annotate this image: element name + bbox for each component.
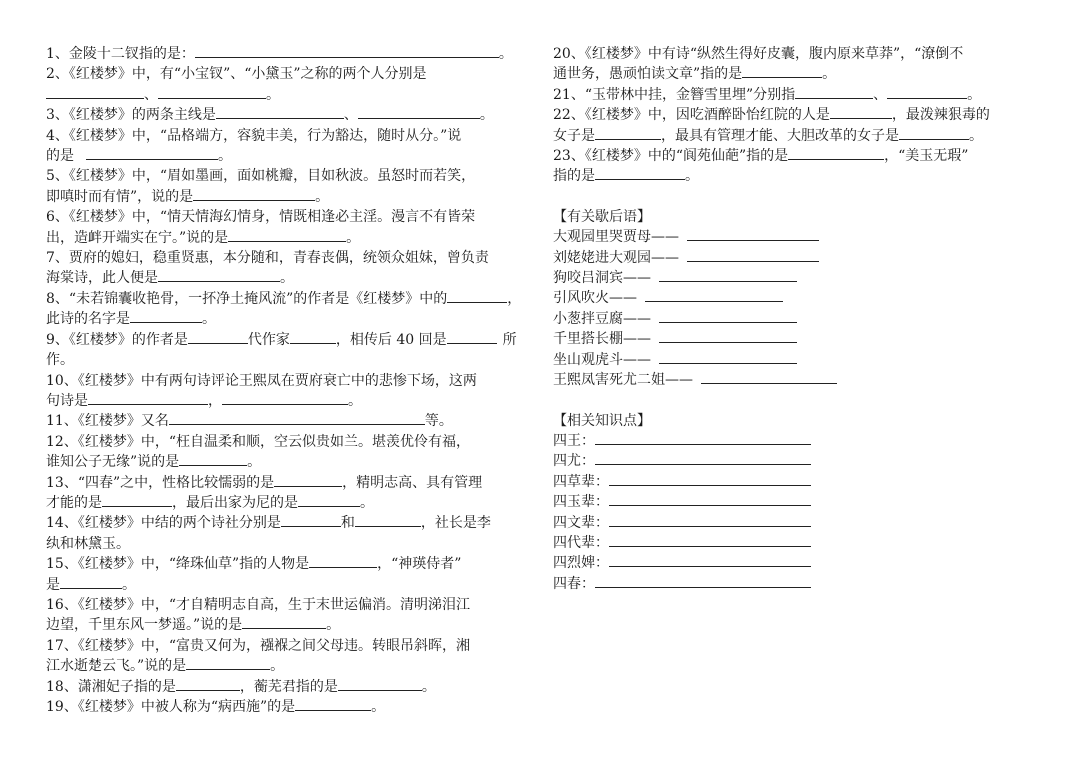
question-5 [46, 166, 534, 207]
answer-blank[interactable] [222, 391, 348, 405]
answer-blank[interactable] [830, 105, 892, 119]
punct: 等。 [424, 413, 453, 430]
punct: 。 [122, 576, 136, 593]
answer-blank[interactable] [216, 105, 344, 119]
question-15 [46, 554, 534, 595]
answer-blank[interactable] [60, 575, 122, 589]
punct: ， [208, 392, 222, 409]
answer-blank[interactable] [176, 677, 240, 691]
question-text: 即嗔时而有情”，说的是 [46, 188, 194, 205]
answer-blank[interactable] [788, 146, 884, 160]
answer-blank[interactable] [595, 166, 685, 180]
xiehouyu-prompt: 千里搭长棚—— [553, 331, 651, 348]
answer-blank[interactable] [338, 677, 422, 691]
answer-blank[interactable] [795, 85, 873, 99]
answer-blank[interactable] [687, 248, 819, 262]
answer-blank[interactable] [659, 309, 797, 323]
question-text: 3、《红楼梦》的两条主线是 [46, 107, 216, 124]
answer-blank[interactable] [86, 146, 218, 160]
answer-blank[interactable] [274, 473, 342, 487]
knowledge-item [553, 574, 1043, 594]
answer-blank[interactable] [609, 472, 811, 486]
question-text: 此诗的名字是 [46, 311, 130, 328]
punct: 。 [822, 66, 837, 83]
question-1 [46, 44, 534, 64]
question-text: 出，造衅开端实在宁。”说的是 [46, 229, 229, 246]
xiehouyu-item [553, 309, 1043, 329]
question-text: 9、《红楼梦》的作者是 [46, 331, 188, 348]
answer-blank[interactable] [130, 309, 202, 323]
answer-blank[interactable] [46, 85, 144, 99]
question-text: ，蘅芜君指的是 [239, 678, 338, 695]
question-text: 的是 [46, 148, 74, 165]
answer-blank[interactable] [158, 85, 266, 99]
knowledge-section-title: 【相关知识点】 [553, 412, 651, 429]
xiehouyu-item [553, 268, 1043, 288]
answer-blank[interactable] [609, 492, 811, 506]
xiehouyu-section-title: 【有关歇后语】 [553, 208, 651, 225]
punct: 。 [360, 494, 374, 511]
punct: 。 [967, 86, 982, 103]
question-3 [46, 105, 534, 125]
punct: 。 [685, 168, 699, 185]
question-text: ，最具有管理才能、大胆改革的女子是 [661, 127, 899, 144]
xiehouyu-list [553, 227, 1043, 390]
knowledge-item [553, 451, 1043, 471]
knowledge-item [553, 431, 1043, 451]
question-8 [46, 289, 534, 330]
punct: 。 [266, 86, 280, 103]
question-6 [46, 207, 534, 248]
question-text: 1、金陵十二钗指的是： [46, 46, 195, 62]
question-text: 12、《红楼梦》中，“枉自温柔和顺，空云似贵如兰。堪羡优伶有福， [46, 433, 470, 450]
question-text: 19、《红楼梦》中被人称为“病西施”的是 [46, 699, 296, 715]
answer-blank[interactable] [609, 533, 811, 547]
question-18 [46, 677, 534, 697]
answer-blank[interactable] [188, 330, 248, 344]
answer-blank[interactable] [193, 187, 315, 201]
xiehouyu-prompt: 大观园里哭贾母—— [553, 229, 679, 246]
question-text: 句诗是 [46, 392, 88, 409]
question-text: 17、《红楼梦》中，“富贵又何为，襁褓之间父母违。转眼吊斜晖，湘 [46, 637, 470, 654]
punct: 。 [969, 127, 983, 144]
answer-blank[interactable] [298, 493, 360, 507]
question-text: 才能的是 [46, 494, 102, 511]
question-text: 10、《红楼梦》中有两句诗评论王熙凤在贾府衰亡中的悲惨下场，这两 [46, 372, 477, 389]
question-23 [553, 146, 1043, 187]
answer-blank[interactable] [195, 44, 499, 58]
question-2 [46, 64, 534, 105]
question-text: 7、贾府的媳妇，稳重贤惠，本分随和，青春丧偶，统领众姐妹，曾负责 [46, 250, 489, 267]
question-text: ，最后出家为尼的是 [172, 494, 298, 511]
right-column [553, 44, 1043, 594]
knowledge-item [553, 472, 1043, 492]
knowledge-label: 四春： [553, 575, 595, 592]
answer-blank[interactable] [659, 350, 797, 364]
question-4 [46, 126, 534, 167]
question-text: 20、《红楼梦》中有诗“纵然生得好皮囊，腹内原来草莽”，“潦倒不 [553, 46, 964, 62]
question-19 [46, 697, 534, 717]
question-text: 14、《红楼梦》中结的两个诗社分别是 [46, 515, 281, 532]
answer-blank[interactable] [169, 411, 425, 425]
answer-blank[interactable] [186, 656, 270, 670]
punct: 、 [873, 86, 888, 103]
question-20 [553, 44, 1043, 85]
answer-blank[interactable] [687, 227, 819, 241]
punct: 。 [270, 658, 285, 675]
answer-blank[interactable] [309, 554, 377, 568]
answer-blank[interactable] [358, 105, 480, 119]
question-text: 纨和林黛玉。 [46, 535, 130, 552]
question-text: ，精明志高、具有管理 [342, 474, 483, 491]
question-text: 指的是 [553, 168, 595, 185]
question-9 [46, 330, 534, 371]
knowledge-label: 四文辈： [553, 514, 609, 531]
question-13 [46, 473, 534, 514]
answer-blank[interactable] [701, 370, 837, 384]
answer-blank[interactable] [887, 85, 967, 99]
question-text: 6、《红楼梦》中，“情天情海幻情身，情既相逢必主淫。漫言不有皆荣 [46, 209, 476, 226]
question-text: 16、《红楼梦》中，“才自精明志自高，生于末世运偏消。清明涕泪江 [46, 596, 470, 613]
question-21 [553, 85, 1043, 105]
question-text: 作。 [46, 352, 74, 369]
knowledge-list [553, 431, 1043, 594]
punct: 。 [247, 454, 262, 471]
knowledge-label: 四王： [553, 432, 595, 449]
punct: 。 [479, 107, 494, 124]
question-14 [46, 513, 534, 554]
answer-blank[interactable] [447, 330, 497, 344]
xiehouyu-prompt: 王熙凤害死尤二姐—— [553, 372, 693, 389]
knowledge-item [553, 553, 1043, 573]
question-text: ，“美玉无瑕” [884, 148, 969, 165]
question-text: 8、“未若锦囊收艳骨，一抔净土掩风流”的作者是《红楼梦》中的 [46, 290, 448, 307]
xiehouyu-prompt: 坐山观虎斗—— [553, 351, 651, 368]
xiehouyu-item [553, 350, 1043, 370]
knowledge-label: 四烈婢： [553, 555, 609, 572]
answer-blank[interactable] [595, 451, 811, 465]
xiehouyu-prompt: 引风吹火—— [553, 290, 637, 307]
knowledge-label: 四代辈： [553, 534, 609, 551]
question-10 [46, 371, 534, 412]
question-text: 女子是 [553, 127, 595, 144]
answer-blank[interactable] [355, 513, 421, 527]
question-text: 和 [340, 515, 355, 532]
answer-blank[interactable] [242, 615, 326, 629]
punct: 。 [280, 270, 294, 287]
knowledge-item [553, 533, 1043, 553]
punct: 。 [421, 678, 436, 695]
question-text: 21、“玉带林中挂，金簪雪里埋”分别指 [553, 86, 796, 103]
question-text: 是 [46, 576, 60, 593]
question-text: 18、潇湘妃子指的是 [46, 678, 176, 695]
question-text: ，相传后 40 回是 [335, 331, 447, 348]
answer-blank[interactable] [158, 268, 280, 282]
answer-blank[interactable] [659, 268, 797, 282]
punct: 。 [202, 311, 216, 328]
answer-blank[interactable] [447, 289, 507, 303]
punct: 、 [343, 107, 358, 124]
question-text: ，“神瑛侍者” [377, 556, 462, 573]
answer-blank[interactable] [179, 452, 247, 466]
answer-blank[interactable] [595, 574, 811, 588]
question-text: 代作家 [247, 331, 290, 348]
question-text: 4、《红楼梦》中，“品格端方，容貌丰美，行为豁达，随时从分。”说 [46, 127, 462, 144]
knowledge-label: 四玉辈： [553, 494, 609, 511]
punct: 。 [498, 46, 513, 62]
answer-blank[interactable] [659, 329, 797, 343]
answer-blank[interactable] [899, 126, 969, 140]
question-11 [46, 411, 534, 431]
question-text: 2、《红楼梦》中，有“小宝钗”、“小黛玉”之称的两个人分别是 [46, 66, 427, 83]
punct: 、 [144, 86, 158, 103]
question-text: 13、“四春”之中，性格比较懦弱的是 [46, 474, 275, 491]
punct: 。 [218, 148, 232, 165]
question-text: ，最泼辣狠毒的 [891, 107, 990, 124]
xiehouyu-item [553, 288, 1043, 308]
answer-blank[interactable] [595, 431, 811, 445]
answer-blank[interactable] [595, 126, 661, 140]
knowledge-label: 四尤： [553, 453, 595, 470]
question-text: 通世务，愚顽怕读文章”指的是 [553, 66, 743, 83]
xiehouyu-item [553, 370, 1043, 390]
xiehouyu-prompt: 小葱拌豆腐—— [553, 310, 651, 327]
question-text: 23、《红楼梦》中的“阆苑仙葩”指的是 [553, 148, 789, 165]
question-text: 海棠诗，此人便是 [46, 270, 158, 287]
answer-blank[interactable] [742, 64, 822, 78]
answer-blank[interactable] [609, 513, 811, 527]
answer-blank[interactable] [281, 513, 341, 527]
knowledge-item [553, 492, 1043, 512]
knowledge-item [553, 513, 1043, 533]
answer-blank[interactable] [295, 697, 371, 711]
question-text: 所 [502, 331, 517, 348]
answer-blank[interactable] [645, 288, 783, 302]
question-text: 江水逝楚云飞。”说的是 [46, 658, 187, 675]
question-12 [46, 432, 534, 473]
punct: 。 [315, 188, 330, 205]
punct: 。 [346, 229, 361, 246]
answer-blank[interactable] [290, 330, 336, 344]
answer-blank[interactable] [228, 228, 346, 242]
question-22 [553, 105, 1043, 146]
punct: 。 [326, 617, 341, 634]
knowledge-label: 四草辈： [553, 473, 609, 490]
left-column [46, 44, 534, 717]
xiehouyu-prompt: 狗咬吕洞宾—— [553, 270, 651, 287]
answer-blank[interactable] [88, 391, 208, 405]
question-text: 谁知公子无缘”说的是 [46, 454, 180, 471]
question-text: ，社长是李 [420, 515, 491, 532]
question-7 [46, 248, 534, 289]
answer-blank[interactable] [102, 493, 172, 507]
question-text: 22、《红楼梦》中，因吃酒醉卧怡红院的人是 [553, 107, 830, 124]
question-text: 边望，千里东风一梦遥。”说的是 [46, 617, 243, 634]
punct: ， [507, 290, 522, 307]
xiehouyu-prompt: 刘姥姥进大观园—— [553, 249, 679, 266]
punct: 。 [348, 392, 362, 409]
xiehouyu-item [553, 248, 1043, 268]
question-text: 15、《红楼梦》中，“绛珠仙草”指的人物是 [46, 556, 310, 573]
xiehouyu-item [553, 329, 1043, 349]
question-16 [46, 595, 534, 636]
answer-blank[interactable] [609, 553, 811, 567]
punct: 。 [371, 699, 386, 715]
question-17 [46, 636, 534, 677]
question-text: 11、《红楼梦》又名 [46, 413, 169, 430]
question-text: 5、《红楼梦》中，“眉如墨画，面如桃瓣，目如秋波。虽怒时而若笑， [46, 168, 476, 185]
xiehouyu-item [553, 227, 1043, 247]
